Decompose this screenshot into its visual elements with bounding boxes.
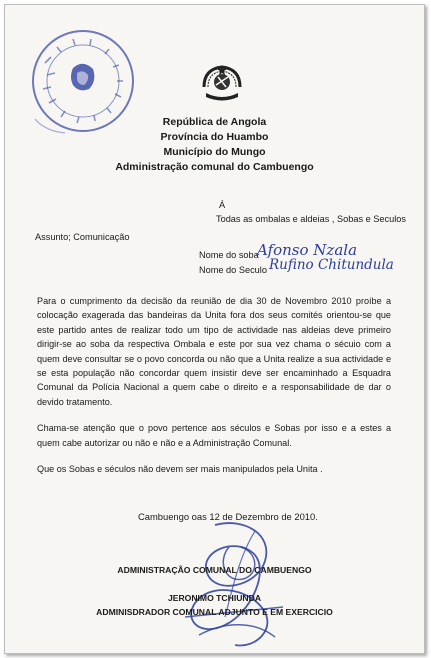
recipient-line: Todas as ombalas e aldeias , Sobas e Seculos: [216, 214, 406, 224]
letter-body: [37, 294, 391, 488]
body-paragraph-1: Para o cumprimento da decisão da reunião de dia 30 de Novembro 2010 proíbe a colocação exagerada das bandeiras da Unita fora dos seus comités orientou-se que este partido antes de realizar todo um tipo de actividade nas aldeias deve primeiro dirigir-se ao soba da respectiva Ombala e este por sua vez chama o sécuio com a quem deve consultar se o povo concorda ou não que a Unita realize a sua actividade e se esta população não concordar quem insistir deve ser encaminhado a Esquadra Comunal da Polícia Nacional a quem cabe o direito e a responsabilidade de dar o devido tratamento.: [37, 296, 391, 407]
letterhead: [5, 115, 424, 175]
signature-office: ADMINISTRAÇÃO COMUNAL DO CAMBUENGO: [117, 565, 312, 575]
date-line: Cambuengo oas 12 de Dezembro de 2010.: [138, 511, 318, 522]
angola-emblem-icon: [198, 63, 246, 103]
recipient-to: Á: [219, 200, 226, 210]
header-province: Província do Huambo: [160, 131, 269, 143]
soba-handwritten-name: Afonso Nzala: [257, 241, 358, 259]
header-country: República de Angola: [162, 116, 267, 128]
soba-label: Nome do soba: [199, 250, 259, 260]
body-paragraph-3: Que os Sobas e séculos não devem ser mais manipulados pela Unita .: [37, 464, 323, 475]
header-administration: Administração comunal do Cambuengo: [115, 161, 314, 173]
seculo-handwritten-name: Rufino Chitundula: [269, 257, 394, 273]
seculo-label: Nome do Seculo: [199, 265, 267, 275]
body-paragraph-2: Chama-se atenção que o povo pertence aos séculos e Sobas por isso e a estes a quem cabe autorizar ou não e não e a Administração Comunal.: [37, 423, 391, 448]
handwritten-signature: [155, 517, 305, 653]
document-page: [4, 4, 425, 654]
signature-title: ADMINISDRADOR COMUNAL ADJUNTO E EM EXERCICIO: [96, 607, 333, 617]
header-municipality: Município do Mungo: [163, 146, 266, 158]
subject-line: Assunto; Comunicação: [35, 232, 130, 242]
signature-name: JERONIMO TCHIUNDA: [167, 593, 262, 603]
